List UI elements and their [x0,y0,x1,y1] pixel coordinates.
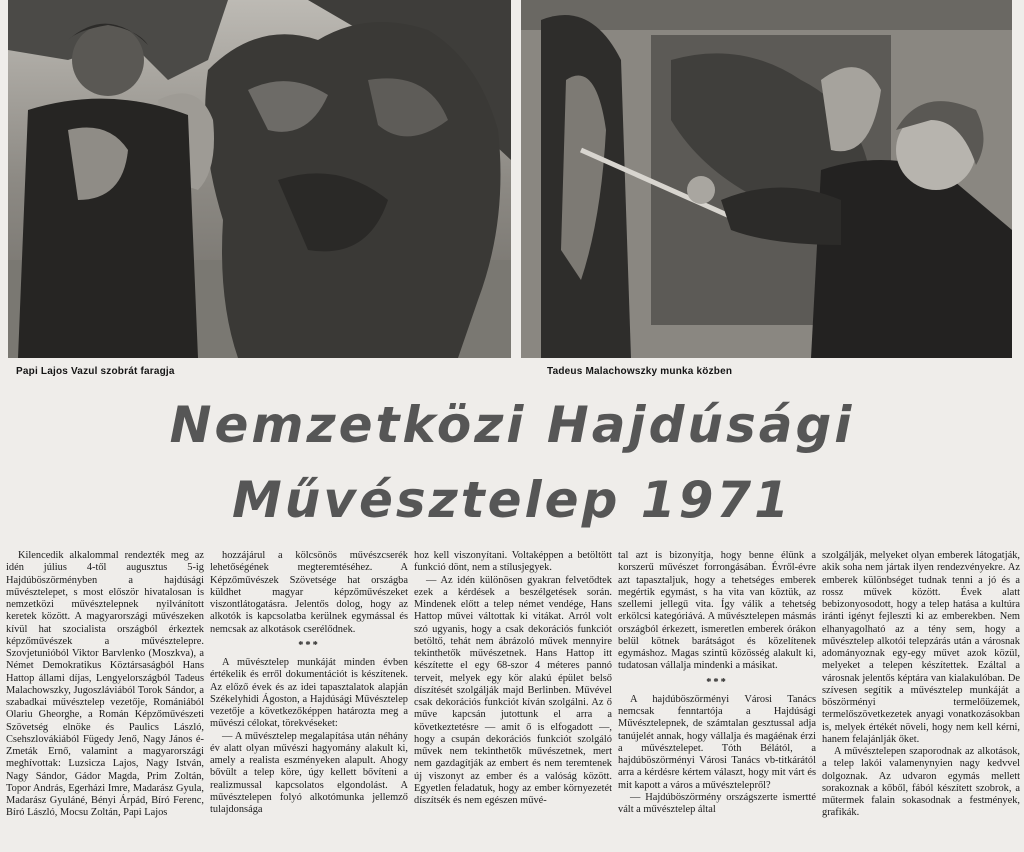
paragraph: szolgálják, melyeket olyan emberek látogatják, akik soha nem jártak ilyen rendezvényekre. Az emberek különbséget tudnak tenni a jó és a rossz művek között. Évek alatt bebizonyosodott, hogy a telep hatása a kultúra iránti igényt fejleszti ki az emberekben. Nem elhanyagolható az a tény sem, hogy a művésztelep alkotói telepzárás után a városnak adományoznak egy-egy művet azok közül, melyeket a telepen készítettek. Ezáltal a városnak jelentős képtára van kialakulóban. De szívesen segítik a művésztelep munkáját a böszörményi termelőüzemek, termelőszövetkezetek anyagi vonatkozásokban is, melyek értékét növeli, hogy nem kell kérni, hanem felajánlják őket. [822,550,1020,745]
paragraph: tal azt is bizonyítja, hogy benne élünk a korszerű művészet forrongásában. Évről-évre azt tapasztaljuk, hogy a tehetséges emberek megértik egymást, s ha vita van köztük, az szellemi jellegű vita. Így válik a tehetség erkölcsi kategóriává. A művésztelepen másmás országból érkezett, ismeretlen emberek órákon belül kötnek barátságot és közelítenek egymáshoz. Magas szintű közösség alakult ki, tudatosan vállalja mindenki a másikat. [618,550,816,672]
paragraph: Kilencedik alkalommal rendezték meg az idén július 4-től augusztus 5-ig Hajdúböszörményben a hajdúsági művésztelepet, s most először hivatalosan is nemzetközi művésztelepnek nyilvánított keretek között. A magyarországi művészeken kívül hat szocialista országból érkeztek képzőművészek a művésztelepre. Szovjetunióból Viktor Barvlenko (Moszkva), a Német Demokratikus Köztársaságból Hans Hattop állami díjas, Lengyelországból Tadeus Malachowszky, Jugoszláviából Torok Sándor, a szabadkai művésztelep vezetője, Romániából Olariu Gheorghe, a Román Képzőművészeti Szövetség elnöke és Paulics László, Csehszlovákiából Fügedy Jenő, Nagy János é- Zmeták Ernő, valamint a magyarországi meghívottak: Luzsicza Lajos, Nagy István, Nagy Sándor, Gádor Magda, Prim Zoltán, Topor András, Egerházi Imre, Madarász Gyula, Madarász Gyuláné, Bényi Árpád, Bíró Ferenc, Bíró László, Mocsu Zoltán, Papi Lajos [6,550,204,819]
paragraph: A művésztelepen szaporodnak az alkotások, a telep lakói valamenynyien nagy kedvvel dolgoznak. Az udvaron egymás mellett sorakoznak a kőből, fából készített szobrok, a műtermek falain sokasodnak a festmények, grafikák. [822,746,1020,819]
section-separator: *** [298,639,320,651]
paragraph: — Hajdúböszörmény országszerte ismertté vált a művésztelep által [618,791,816,815]
paragraph: — Az idén különösen gyakran felvetődtek ezek a kérdések a beszélgetések során. Mindenek előtt a telep német vendége, Hans Hattop művei váltottak ki vitákat. Arról volt szó ugyanis, hogy a csak dekorációs funkciót betöltő, tehát nem ábrázoló művek mennyire tekinthetők művészetnek. Hans Hattop itt készítette el egy 68-szor 4 méteres pannó terveit, melyek egy kör alakú épület belső díszítését szolgálják majd Berlinben. Művével csak dekorációs funkciót kíván szolgálni. Az ő műve kapcsán jutottunk el arra a következtetésre — amit ő is elfogadott —, hogy a csupán dekorációs funkciót szolgáló művek nem tekinthetők művészetnek, mert nem gazdagítják az embert és nem teremtenek új viszonyt az ember és a valóság között. Egyetlen feladatuk, hogy az ember környezetét díszítsék és nem egészen művé- [414,574,612,806]
photo-caption-left: Papi Lajos Vazul szobrát faragja [16,366,175,377]
section-separator: *** [706,676,728,688]
article-headline-line-1: Nemzetközi Hajdúsági [169,396,855,454]
article-headline-line-2: Művésztelep 1971 [232,471,792,529]
paragraph: A művésztelep munkáját minden évben értékelik és erről dokumentációt is készítenek. Az előző évek és az idei tapasztalatok alapján Székelyhidi Ágoston, a Hajdúsági Művésztelep vezetője a következőképpen határozta meg a művészi célokat, törekvéseket: [210,657,408,730]
paragraph: hozzájárul a kölcsönös művészcserék lehetőségének megteremtéséhez. A Képzőművészek Szövetsége hat országba küldhet magyar képzőművészeket viszontlátogatásra. Jelentős dolog, hogy az alkotók is kapcsolatba kerülnek egymással és nemcsak az alkotások cserélődnek. [210,550,408,635]
text-column-5 [822,550,1020,852]
photo-painter-at-work [521,0,1012,358]
text-column-3 [414,550,612,852]
text-column-4 [618,550,816,852]
photo-sculptor-carving [8,0,511,358]
paragraph: A hajdúböszörményi Városi Tanács nemcsak fenntartója a Hajdúsági Művésztelepnek, de számtalan gesztussal adja tanújelét annak, hogy vállalja és magáénak érzi a művésztelepet. Tóth Bélától, a hajdúböszörményi Városi Tanács vb-titkárától arra a kérdésre kértem választ, hogy mit várt és mit kapott a város a művésztelepről? [618,693,816,791]
photo-caption-right: Tadeus Malachowszky munka közben [547,366,733,377]
text-column-2 [210,550,408,852]
text-column-1 [6,550,204,852]
article-body [6,550,1020,852]
paragraph: — A művésztelep megalapítása után néhány év alatt olyan művészi hagyomány alakult ki, amely a realista eszményeken alapult. Ahogy bővült a telep köre, úgy kellett bővíteni a realizmussal kapcsolatos elgondolást. A művésztelepen folyó alkotómunka jellemző tulajdonsága [210,730,408,815]
paragraph: hoz kell viszonyítani. Voltaképpen a betöltött funkció dönt, nem a stílusjegyek. [414,550,612,574]
